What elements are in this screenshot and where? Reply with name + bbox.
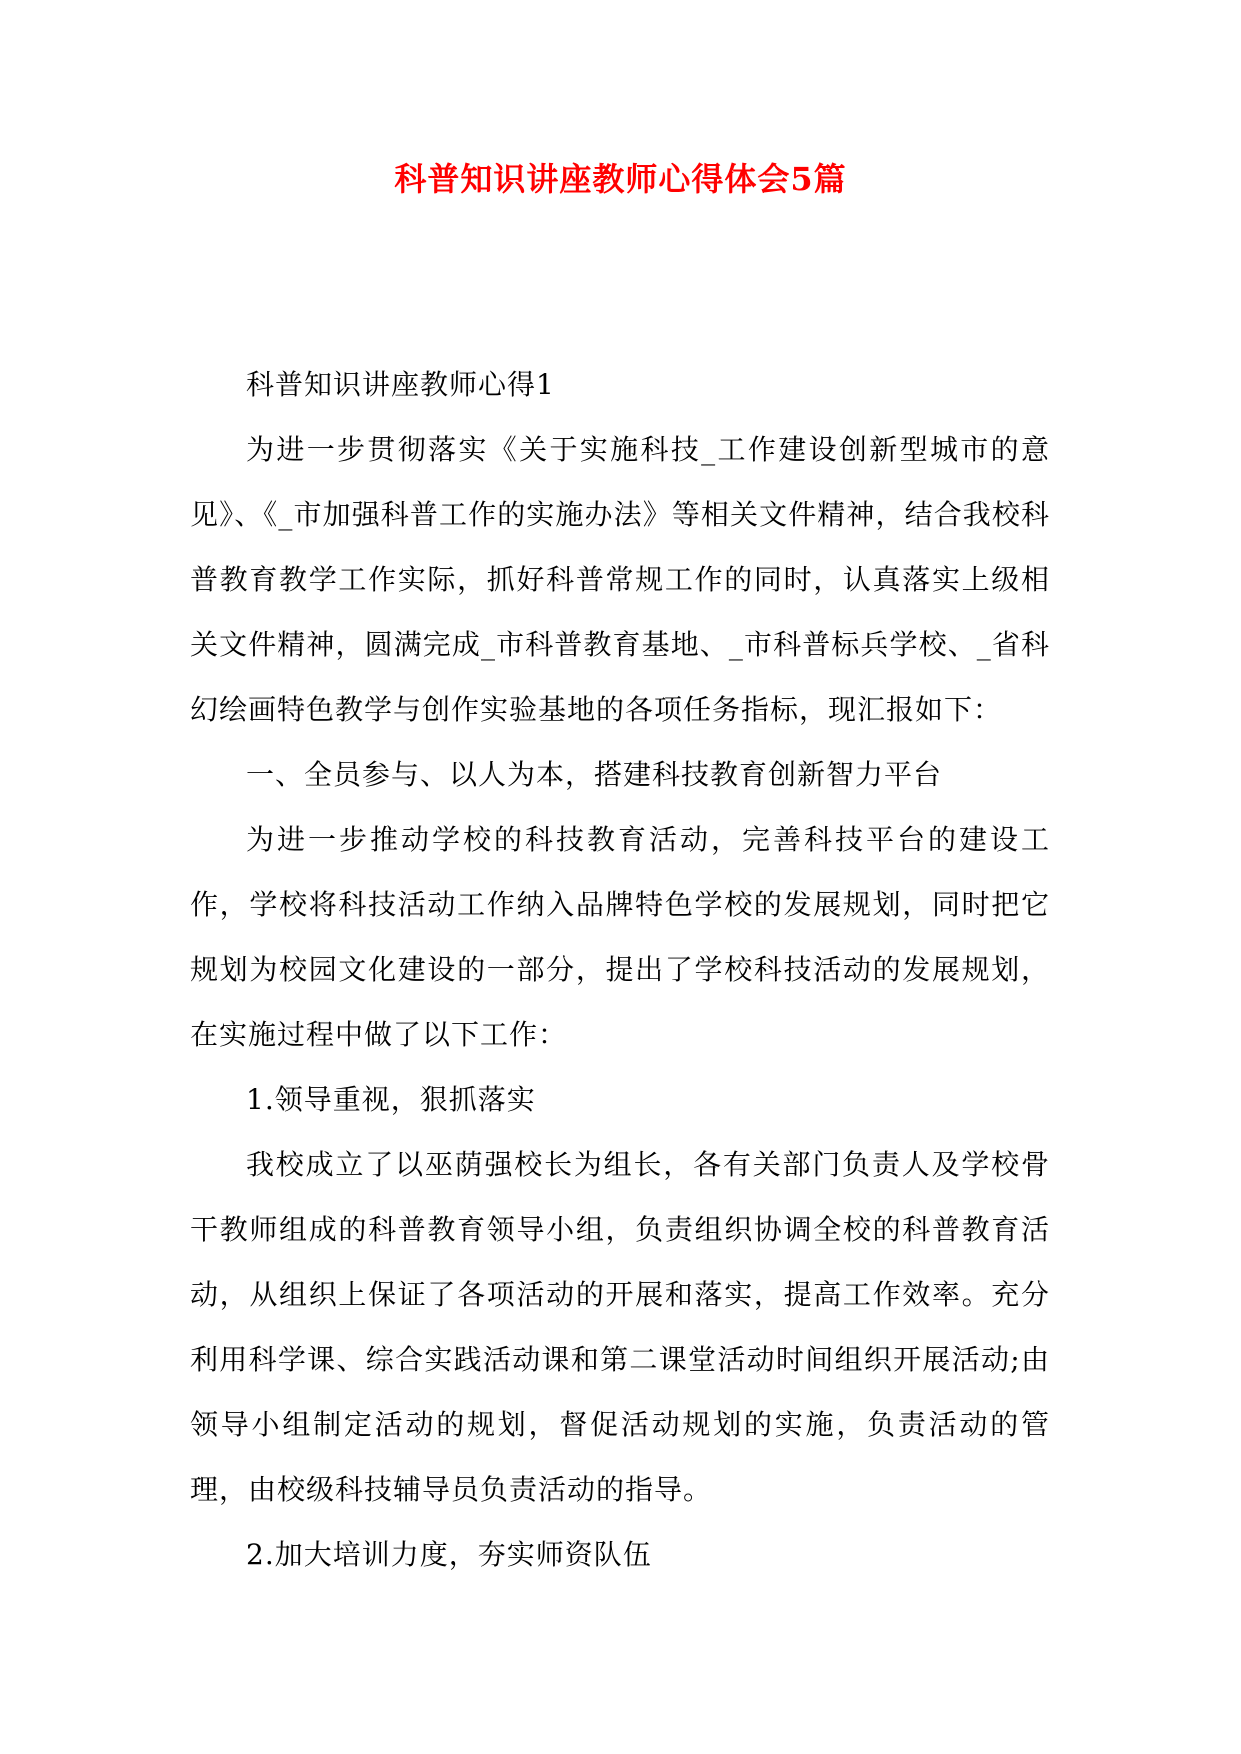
section-heading-1: 科普知识讲座教师心得1 [246, 368, 555, 401]
paragraph-intro: 为进一步贯彻落实《关于实施科技_工作建设创新型城市的意见》、《_市加强科普工作的实施办法》等相关文件精神，结合我校科普教育教学工作实际，抓好科普常规工作的同时，认真落实上级相关文件精神，圆满完成_市科普教育基地、_市科普标兵学校、_省科幻绘画特色教学与创作实验基地的各项任务指标，现汇报如下： [190, 433, 1050, 726]
paragraph-leadership: 我校成立了以巫荫强校长为组长，各有关部门负责人及学校骨干教师组成的科普教育领导小组，负责组织协调全校的科普教育活动，从组织上保证了各项活动的开展和落实，提高工作效率。充分利用科学课、综合实践活动课和第二课堂活动时间组织开展活动;由领导小组制定活动的规划，督促活动规划的实施，负责活动的管理，由校级科技辅导员负责活动的指导。 [190, 1148, 1050, 1506]
document-title: 科普知识讲座教师心得体会5篇 [394, 160, 847, 198]
paragraph-part-one: 为进一步推动学校的科技教育活动，完善科技平台的建设工作，学校将科技活动工作纳入品牌特色学校的发展规划，同时把它规划为校园文化建设的一部分，提出了学校科技活动的发展规划，在实施过程中做了以下工作： [190, 823, 1050, 1051]
subheading-2: 2.加大培训力度，夯实师资队伍 [246, 1538, 652, 1571]
subheading-1: 1.领导重视，狠抓落实 [246, 1083, 536, 1116]
section-heading-part-one: 一、全员参与、以人为本，搭建科技教育创新智力平台 [246, 758, 943, 791]
document-body [190, 352, 1050, 1587]
